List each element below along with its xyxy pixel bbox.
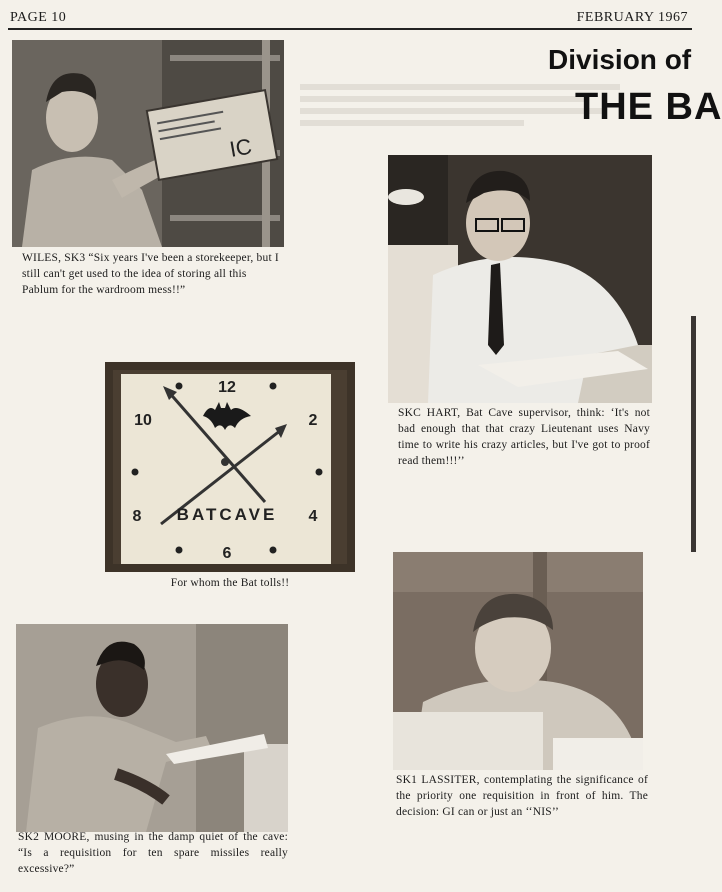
headline-line-2: THE BA (575, 86, 722, 128)
clock-number-4: 4 (308, 508, 318, 525)
caption-moore: SK2 MOORE, musing in the damp quiet of the cave: “Is a requisition for ten spare missiles really excessive?” (18, 831, 288, 875)
box-label: IC (227, 133, 254, 162)
clock-number-10: 10 (134, 412, 152, 429)
issue-date: FEBRUARY 1967 (576, 10, 688, 25)
clock-number-8: 8 (132, 508, 142, 525)
bleed-through-lines (300, 78, 620, 132)
photo-lassiter (393, 552, 643, 770)
photo-batcave-clock (105, 362, 355, 572)
page-number: PAGE 10 (10, 10, 67, 25)
photo-hart (388, 155, 652, 403)
headline-line-1: Division of (548, 44, 692, 75)
clock-number-12: 12 (218, 379, 236, 396)
header-rule (8, 28, 692, 30)
batcave-label: BATCAVE (176, 505, 278, 524)
caption-clock: For whom the Bat tolls!! (170, 577, 290, 589)
photo-moore (16, 624, 288, 832)
clock-number-6: 6 (222, 545, 232, 562)
clock-number-2: 2 (308, 412, 318, 429)
caption-lassiter: SK1 LASSITER, contemplating the significance of the priority one requisition in front of him. The decision: GI can or just an ‘‘NIS’’ (396, 774, 648, 818)
caption-wiles: WILES, SK3 “Six years I've been a storekeeper, but I still can't get used to the idea of storing all this Pablum for the wardroom mess!!” (22, 252, 279, 296)
caption-hart: SKC HART, Bat Cave supervisor, think: ‘It's not bad enough that that crazy Lieutenant uses Navy time to write his crazy articles, but I've got to proof read them!!!’’ (398, 407, 650, 467)
right-edge-photo-fragment (691, 316, 696, 552)
photo-wiles (12, 40, 284, 247)
